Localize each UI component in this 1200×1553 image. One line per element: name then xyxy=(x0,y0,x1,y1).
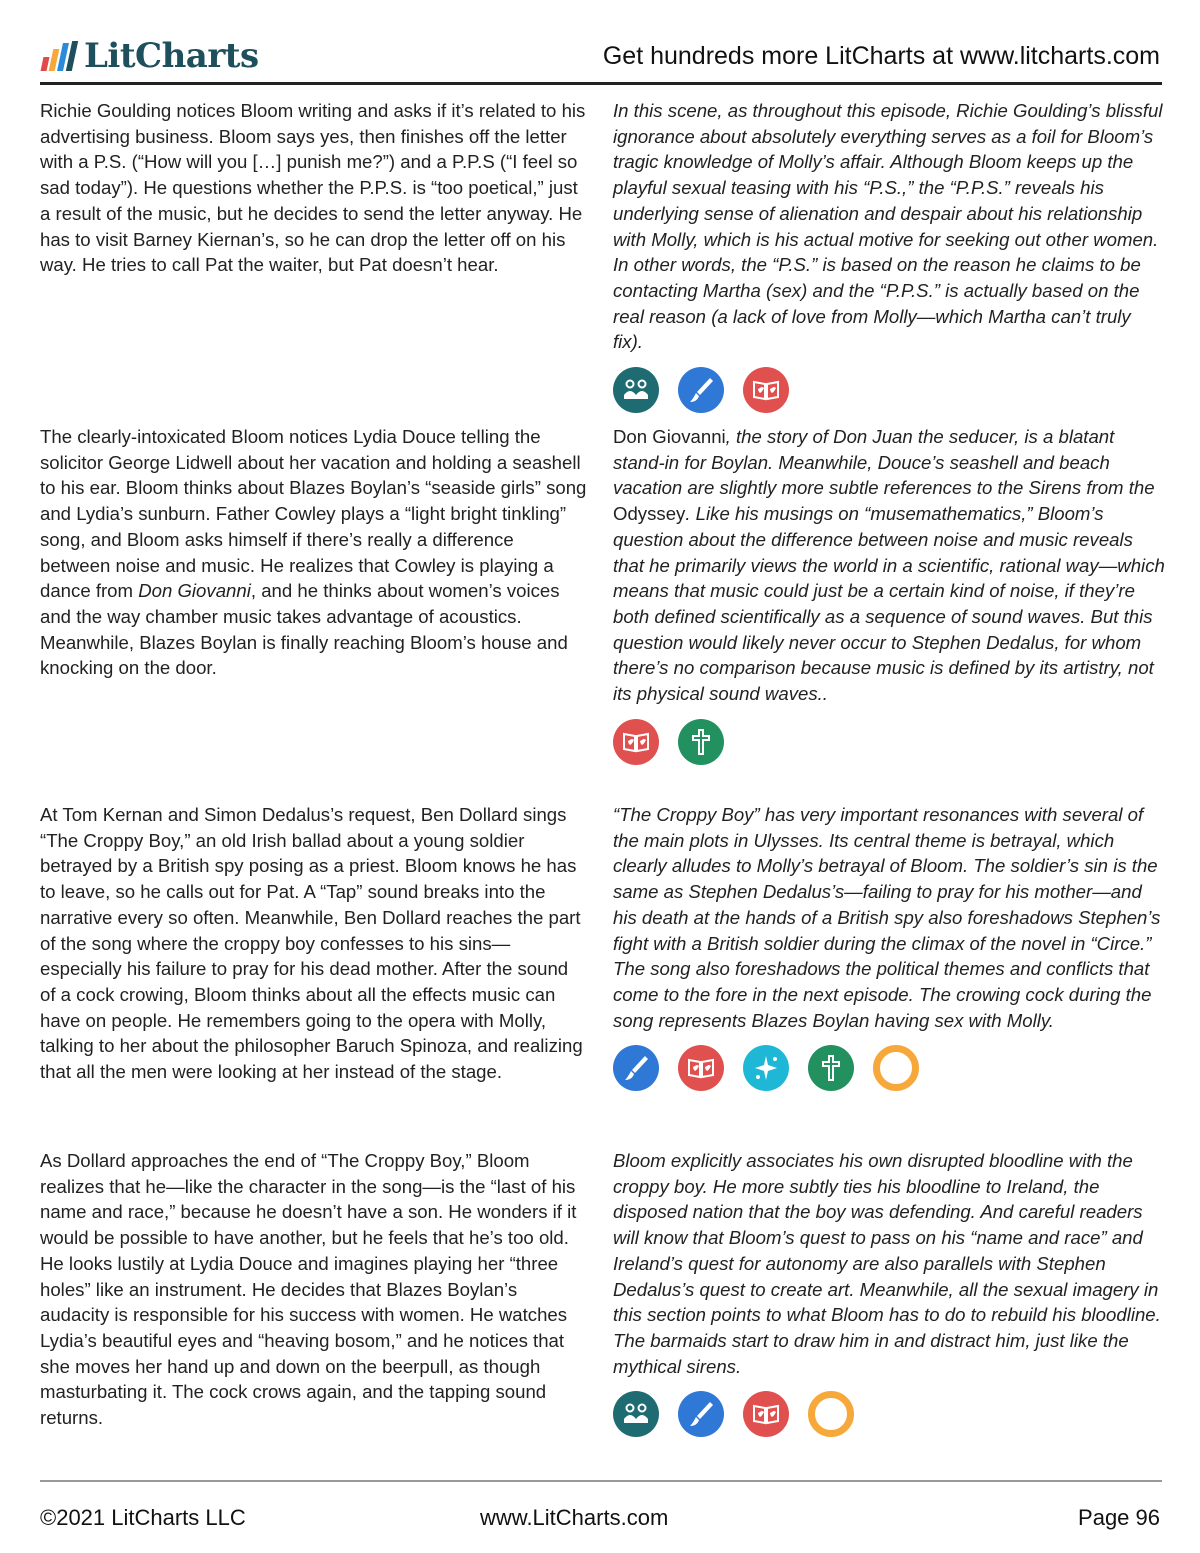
analysis-text: Bloom explicitly associates his own disrupted bloodline with the croppy boy. He more subtly ties his bloodline to Ireland, the disposed nation that the boy was defending. And careful readers will know that Bloom’s quest to pass on his “name and race” and Ireland’s quest for autonomy are also parallels with Stephen Dedalus’s quest to create art. Meanwhile, all the sexual imagery in this section points to what Bloom has to do to rebuild his bloodline. The barmaids start to draw him in and distract him, just like the mythical sirens. xyxy=(613,1150,1161,1377)
brush-icon[interactable] xyxy=(678,1391,724,1437)
summary-text: Richie Goulding notices Bloom writing and asks if it’s related to his advertising business. Bloom says yes, then finishes off the letter with a P.S. (“How will you […] punish me?”) and a P.P.S (“I feel so sad today”). He questions whether the P.P.S. is “too poetical,” just a result of the music, but he decides to send the letter anyway. He has to visit Barney Kiernan’s, so he can drop the letter off on his way. He tries to call Pat the waiter, but Pat doesn’t hear. xyxy=(40,100,586,276)
analysis-block xyxy=(613,98,1165,413)
analysis-text: In this scene, as throughout this episode, Richie Goulding’s blissful ignorance about absolutely everything serves as a foil for Bloom’s tragic knowledge of Molly’s affair. Although Bloom keeps up the playful sexual teasing with his “P.S.,” the “P.P.S.” reveals his underlying sense of alienation and despair about his relationship with Molly, which is his actual motive for seeking out other women. In other words, the “P.S.” is based on the reason he claims to be contacting Martha (sex) and the “P.P.S.” is actually based on the real reason (a lack of love from Molly—which Martha can’t truly fix). xyxy=(613,100,1163,353)
ring-icon[interactable] xyxy=(873,1045,919,1091)
title-don-giovanni: Don Giovanni xyxy=(138,580,251,602)
title-odyssey: Odyssey xyxy=(613,503,686,525)
footer-divider xyxy=(40,1480,1162,1482)
analysis-text: Don Giovanni, the story of Don Juan the seducer, is a blatant stand-in for Boylan. Meanwhile, Douce’s seashell and beach vacation are slightly more subtle references to the Sirens from the Odyssey. Like his musings on “musemathematics,” Bloom’s question about the difference between noise and music reveals that he primarily views the world in a scientific, rational way—which means that music could just be a certain kind of noise, if they’re both defined scientifically as a sequence of sound waves. But this question would likely never occur to Stephen Dedalus, for whom there’s no comparison because music is defined by its artistry, not its physical sound waves.. xyxy=(613,426,1165,705)
theme-icons xyxy=(613,367,1165,413)
promo-link[interactable]: Get hundreds more LitCharts at www.litcharts.com xyxy=(602,42,1160,70)
analysis-block xyxy=(613,424,1165,765)
ring-icon[interactable] xyxy=(808,1391,854,1437)
litcharts-logo[interactable] xyxy=(42,36,259,76)
brush-icon[interactable] xyxy=(613,1045,659,1091)
logo-bars-icon xyxy=(42,41,78,71)
heart-book-icon[interactable] xyxy=(678,1045,724,1091)
theme-icons xyxy=(613,1391,1165,1437)
theme-icons xyxy=(613,1045,1165,1091)
logo-text: LitCharts xyxy=(84,36,259,76)
summary-text: At Tom Kernan and Simon Dedalus’s request, Ben Dollard sings “The Croppy Boy,” an old Irish ballad about a young soldier betrayed by a British spy posing as a priest. Bloom knows he has to leave, so he calls out for Pat. A “Tap” sound breaks into the narrative every so often. Meanwhile, Ben Dollard reaches the part of the song where the croppy boy confesses to his sins—especially his failure to pray for his dead mother. After the sound of a cock crowing, Bloom thinks about all the effects music can have on people. He remembers going to the opera with Molly, talking to her about the philosopher Baruch Spinoza, and realizing that all the men were looking at her instead of the stage. xyxy=(40,804,583,1083)
people-icon[interactable] xyxy=(613,367,659,413)
title-don-giovanni: Don Giovanni xyxy=(613,426,726,447)
heart-book-icon[interactable] xyxy=(743,1391,789,1437)
brush-icon[interactable] xyxy=(678,367,724,413)
analysis-block xyxy=(613,802,1165,1091)
footer-page-number: Page 96 xyxy=(1078,1505,1160,1530)
footer-site-link[interactable]: www.LitCharts.com xyxy=(480,1505,669,1530)
page-header xyxy=(40,30,1162,85)
theme-icons xyxy=(613,719,1165,765)
heart-book-icon[interactable] xyxy=(613,719,659,765)
analysis-block xyxy=(613,1148,1165,1437)
analysis-text: “The Croppy Boy” has very important resonances with several of the main plots in Ulysses. Its central theme is betrayal, which clearly alludes to Molly’s betrayal of Bloom. The soldier’s sin is the same as Stephen Dedalus’s—failing to pray for his mother—and his death at the hands of a British spy also foreshadows Stephen’s fight with a British soldier during the climax of the novel in “Circe.” The song also foreshadows the political themes and conflicts that come to the fore in the next episode. The crowing cock during the song represents Blazes Boylan having sex with Molly. xyxy=(613,804,1161,1031)
summary-text: As Dollard approaches the end of “The Croppy Boy,” Bloom realizes that he—like the character in the song—is the “last of his name and race,” because he doesn’t have a son. He wonders if it would be possible to have another, but he feels that he’s too old. He looks lustily at Lydia Douce and imagines playing her “three holes” like an instrument. He decides that Blazes Boylan’s audacity is responsible for his success with women. He watches Lydia’s beautiful eyes and “heaving bosom,” and he notices that she moves her hand up and down on the beerpull, as though masturbating it. The cock crows again, and the tapping sound returns. xyxy=(40,1150,577,1429)
cross-icon[interactable] xyxy=(678,719,724,765)
cross-icon[interactable] xyxy=(808,1045,854,1091)
sparkle-icon[interactable] xyxy=(743,1045,789,1091)
people-icon[interactable] xyxy=(613,1391,659,1437)
footer-copyright: ©2021 LitCharts LLC xyxy=(40,1505,246,1530)
heart-book-icon[interactable] xyxy=(743,367,789,413)
summary-text: The clearly-intoxicated Bloom notices Lydia Douce telling the solicitor George Lidwell about her vacation and holding a seashell to his ear. Bloom thinks about Blazes Boylan’s “seaside girls” song and Lydia’s sunburn. Father Cowley plays a “light bright tinkling” song, and Bloom asks himself if there’s really a difference between noise and music. He realizes that Cowley is playing a dance from Don Giovanni, and he thinks about women’s voices and the way chamber music takes advantage of acoustics. Meanwhile, Blazes Boylan is finally reaching Bloom’s house and knocking on the door. xyxy=(40,426,587,679)
